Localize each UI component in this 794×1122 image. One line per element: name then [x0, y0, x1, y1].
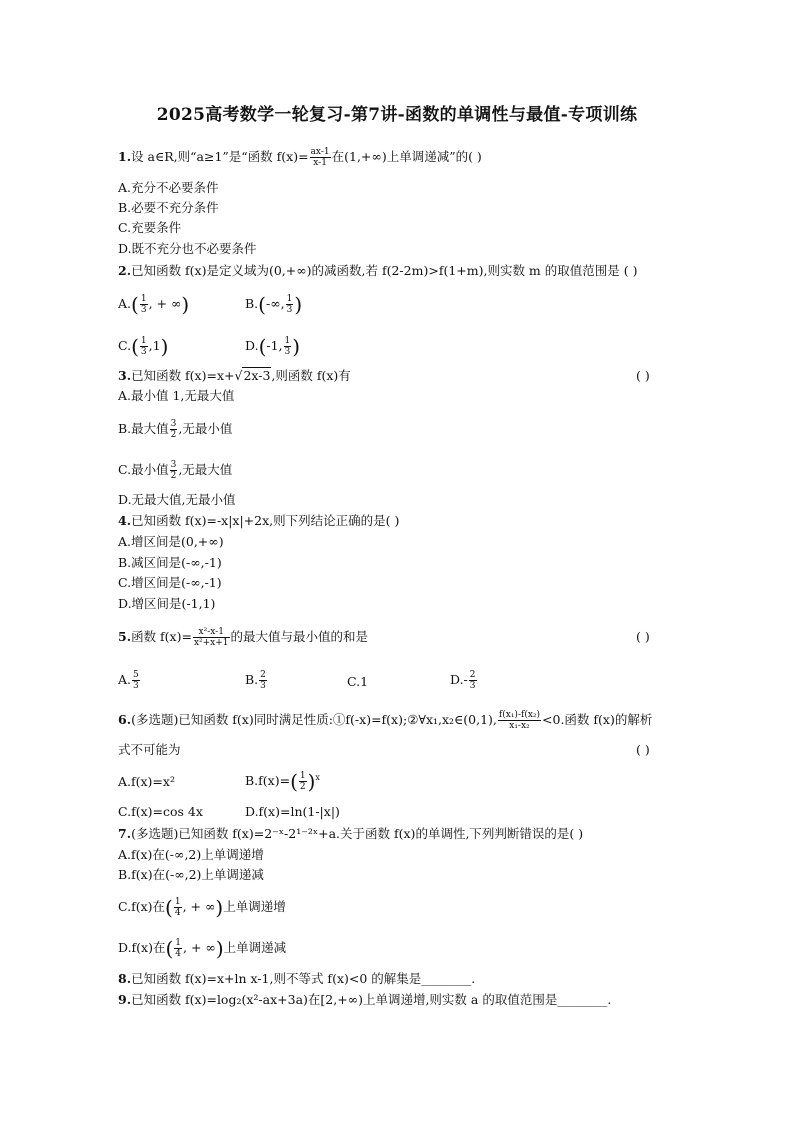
question-2: 2.已知函数 f(x)是定义域为(0,+∞)的减函数,若 f(2-2m)>f(1+m),则实数 m 的取值范围是 ( ): [118, 263, 638, 278]
option-d: D.- $\frac{2}{3}$: [450, 670, 476, 691]
option-b: B.f(x)=( $\frac{1}{2}$ )$^x$: [245, 769, 320, 794]
question-number: 1.: [118, 149, 132, 164]
option-a: A.f(x)在(-∞,2)上单调递增: [118, 847, 264, 862]
question-9: 9.已知函数 f(x)=log₂(x²-ax+3a)在[2,+∞)上单调递增,则实数 a 的取值范围是________.: [118, 992, 612, 1007]
answer-paren: ( ): [636, 742, 650, 757]
option-c: C.1: [347, 674, 369, 689]
option-c: C.充要条件: [118, 220, 182, 235]
option-a: A.增区间是(0,+∞): [118, 534, 224, 549]
option-b: B.必要不充分条件: [118, 200, 219, 215]
option-d: D.f(x)在( $\frac{1}{4}$ , + ∞)上单调递减: [118, 936, 287, 961]
question-1: 1.设 a∈R,则“a≥1”是“函数 f(x)= $\frac{ax-1}{x-1}$ 在(1,+∞)上单调递减”的( ): [118, 147, 482, 168]
question-4: 4.已知函数 f(x)=-x|x|+2x,则下列结论正确的是( ): [118, 513, 400, 528]
question-8: 8.已知函数 f(x)=x+ln x-1,则不等式 f(x)<0 的解集是________.: [118, 971, 476, 986]
option-a: A.最小值 1,无最大值: [118, 388, 235, 403]
page-title: 2025高考数学一轮复习-第7讲-函数的单调性与最值-专项训练: [156, 105, 638, 125]
fraction: $\frac{ax-1}{x-1}$: [310, 147, 330, 168]
answer-paren: ( ): [636, 629, 650, 644]
question-6: 6.(多选题)已知函数 f(x)同时满足性质:①f(-x)=f(x);②∀x₁,x₂∈(0,1), $\frac{\text{f(x₁)-f(x₂)}}{\text{x₁-x₂}}$ <0.函数 f(x)的解析: [118, 710, 653, 731]
option-b: B.(-∞, $\frac{1}{3}$ ): [245, 292, 303, 317]
question-5: 5.函数 f(x)= $\frac{\text{x²-x-1}}{\text{x²+x+1}}$ 的最大值与最小值的和是: [118, 627, 369, 648]
answer-paren: ( ): [636, 368, 650, 383]
option-b: B.f(x)在(-∞,2)上单调递减: [118, 867, 264, 882]
option-a: A.f(x)=x²: [118, 774, 175, 789]
option-b: B. $\frac{2}{3}$: [245, 670, 266, 691]
option-d: D.(-1, $\frac{1}{3}$ ): [245, 334, 301, 359]
option-c: C.( $\frac{1}{3}$ ,1): [118, 334, 169, 359]
option-d: D.f(x)=ln(1-|x|): [245, 804, 340, 819]
option-c: C.最小值 $\frac{3}{2}$ ,无最大值: [118, 460, 233, 481]
question-6-line2: 式不可能为: [118, 742, 181, 757]
option-b: B.最大值 $\frac{3}{2}$ ,无最小值: [118, 419, 233, 440]
option-c: C.f(x)=cos 4x: [118, 804, 203, 819]
option-d: D.无最大值,无最小值: [118, 492, 236, 507]
option-d: D.增区间是(-1,1): [118, 596, 216, 611]
option-a: A. $\frac{5}{3}$: [118, 670, 139, 691]
question-7: 7.(多选题)已知函数 f(x)=2⁻ˣ-2¹⁻²ˣ+a.关于函数 f(x)的单调性,下列判断错误的是( ): [118, 826, 584, 841]
question-3: 3.已知函数 f(x)=x+√2x-3,则函数 f(x)有: [118, 368, 351, 383]
option-b: B.减区间是(-∞,-1): [118, 555, 222, 570]
option-a: A.充分不必要条件: [118, 180, 219, 195]
option-d: D.既不充分也不必要条件: [118, 241, 257, 256]
option-c: C.f(x)在( $\frac{1}{4}$ , + ∞)上单调递增: [118, 895, 286, 920]
option-c: C.增区间是(-∞,-1): [118, 575, 222, 590]
option-a: A.( $\frac{1}{3}$ , + ∞): [118, 292, 190, 317]
